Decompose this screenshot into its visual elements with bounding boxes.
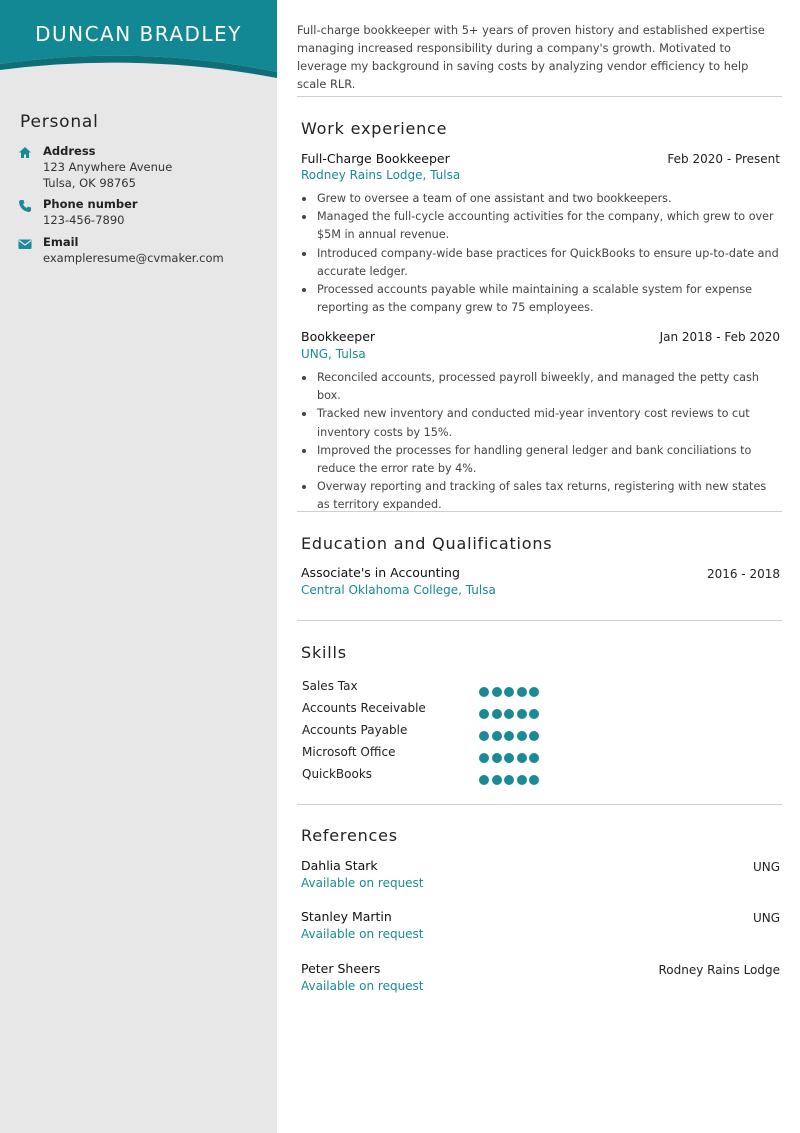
skill-dot xyxy=(504,709,514,719)
candidate-name: DUNCAN BRADLEY xyxy=(35,22,242,46)
list-item: Tracked new inventory and conducted mid-year inventory cost reviews to cut inventory costs by 15%. xyxy=(301,405,779,441)
skills-section-title: Skills xyxy=(301,643,347,662)
skill-dot xyxy=(492,753,502,763)
skill-level-rating xyxy=(479,770,542,782)
skill-dot xyxy=(504,687,514,697)
skill-dot xyxy=(517,709,527,719)
skill-dot xyxy=(492,687,502,697)
list-item: Managed the full-cycle accounting activities for the company, which grew to over $5M in annual revenue. xyxy=(301,208,779,244)
job-title: Bookkeeper xyxy=(301,329,376,344)
skill-dot xyxy=(479,687,489,697)
school-name: Central Oklahoma College, Tulsa xyxy=(301,583,496,597)
reference-organization: UNG xyxy=(752,911,780,925)
skill-name: Accounts Payable xyxy=(302,723,408,737)
skill-dot xyxy=(504,775,514,785)
reference-name: Peter Sheers xyxy=(301,961,381,976)
divider xyxy=(297,511,782,512)
skill-dot xyxy=(479,731,489,741)
skill-dot xyxy=(529,775,539,785)
job-bullets xyxy=(301,369,779,515)
skill-name: Sales Tax xyxy=(302,679,358,693)
address-label: Address xyxy=(43,144,96,158)
divider xyxy=(297,96,782,97)
skill-dot xyxy=(517,687,527,697)
job-employer: Rodney Rains Lodge, Tulsa xyxy=(301,168,461,182)
job-dates: Feb 2020 - Present xyxy=(667,152,780,166)
address-line-1: 123 Anywhere Avenue xyxy=(43,160,173,174)
sidebar xyxy=(0,0,277,1133)
skill-name: QuickBooks xyxy=(302,767,373,781)
reference-name: Stanley Martin xyxy=(301,909,392,924)
list-item: Grew to oversee a team of one assistant and two bookkeepers. xyxy=(301,190,779,208)
list-item: Reconciled accounts, processed payroll biweekly, and managed the petty cash box. xyxy=(301,369,779,405)
job-employer: UNG, Tulsa xyxy=(301,347,366,361)
job-title: Full-Charge Bookkeeper xyxy=(301,151,450,166)
skill-dot xyxy=(492,731,502,741)
reference-name: Dahlia Stark xyxy=(301,858,378,873)
profile-summary: Full-charge bookkeeper with 5+ years of proven history and established expertise managing increased responsibility during a company's growth. Motivated to leverage my background in saving costs by analyzing vendor efficiency to help scale RLR. xyxy=(297,23,765,91)
address-line-2: Tulsa, OK 98765 xyxy=(43,176,136,190)
phone-label: Phone number xyxy=(43,197,138,211)
skill-dot xyxy=(529,731,539,741)
list-item: Improved the processes for handling general ledger and bank conciliations to reduce the error rate by 4%. xyxy=(301,442,779,478)
skill-dot xyxy=(529,753,539,763)
home-icon xyxy=(17,145,33,161)
skill-row xyxy=(302,723,562,743)
list-item: Introduced company-wide base practices for QuickBooks to ensure up-to-date and accurate ledger. xyxy=(301,245,779,281)
skill-dot xyxy=(517,775,527,785)
personal-section-title: Personal xyxy=(20,112,99,132)
references-section-title: References xyxy=(301,826,398,845)
reference-organization: Rodney Rains Lodge xyxy=(658,963,780,977)
skill-name: Accounts Receivable xyxy=(302,701,426,715)
skill-dot xyxy=(479,709,489,719)
skill-dot xyxy=(492,775,502,785)
education-dates: 2016 - 2018 xyxy=(706,567,780,581)
skill-dot xyxy=(504,753,514,763)
list-item: Overway reporting and tracking of sales tax returns, registering with new states as territory expanded. xyxy=(301,478,779,514)
skill-dot xyxy=(492,709,502,719)
reference-availability: Available on request xyxy=(301,927,424,941)
skill-row xyxy=(302,767,562,787)
skill-level-rating xyxy=(479,704,542,716)
skill-row xyxy=(302,679,562,699)
skill-dot xyxy=(479,753,489,763)
reference-organization: UNG xyxy=(752,860,780,874)
skill-level-rating xyxy=(479,748,542,760)
skill-dot xyxy=(479,775,489,785)
reference-availability: Available on request xyxy=(301,979,424,993)
phone-value: 123-456-7890 xyxy=(43,213,125,227)
education-section-title: Education and Qualifications xyxy=(301,534,553,553)
job-bullets xyxy=(301,190,779,317)
skill-row xyxy=(302,701,562,721)
work-section-title: Work experience xyxy=(301,119,448,138)
reference-availability: Available on request xyxy=(301,876,424,890)
divider xyxy=(297,804,782,805)
skill-row xyxy=(302,745,562,765)
skill-level-rating xyxy=(479,726,542,738)
skill-dot xyxy=(517,753,527,763)
job-dates: Jan 2018 - Feb 2020 xyxy=(659,330,780,344)
list-item: Processed accounts payable while maintaining a scalable system for expense reporting as the company grew to 75 employees. xyxy=(301,281,779,317)
skill-dot xyxy=(529,709,539,719)
mail-icon xyxy=(17,236,33,252)
divider xyxy=(297,620,782,621)
skill-dot xyxy=(517,731,527,741)
email-label: Email xyxy=(43,235,79,249)
skill-dot xyxy=(504,731,514,741)
email-value: exampleresume@cvmaker.com xyxy=(43,251,224,265)
skill-name: Microsoft Office xyxy=(302,745,396,759)
degree-title: Associate's in Accounting xyxy=(301,565,460,580)
skill-dot xyxy=(529,687,539,697)
phone-icon xyxy=(17,198,33,214)
skill-level-rating xyxy=(479,682,542,694)
